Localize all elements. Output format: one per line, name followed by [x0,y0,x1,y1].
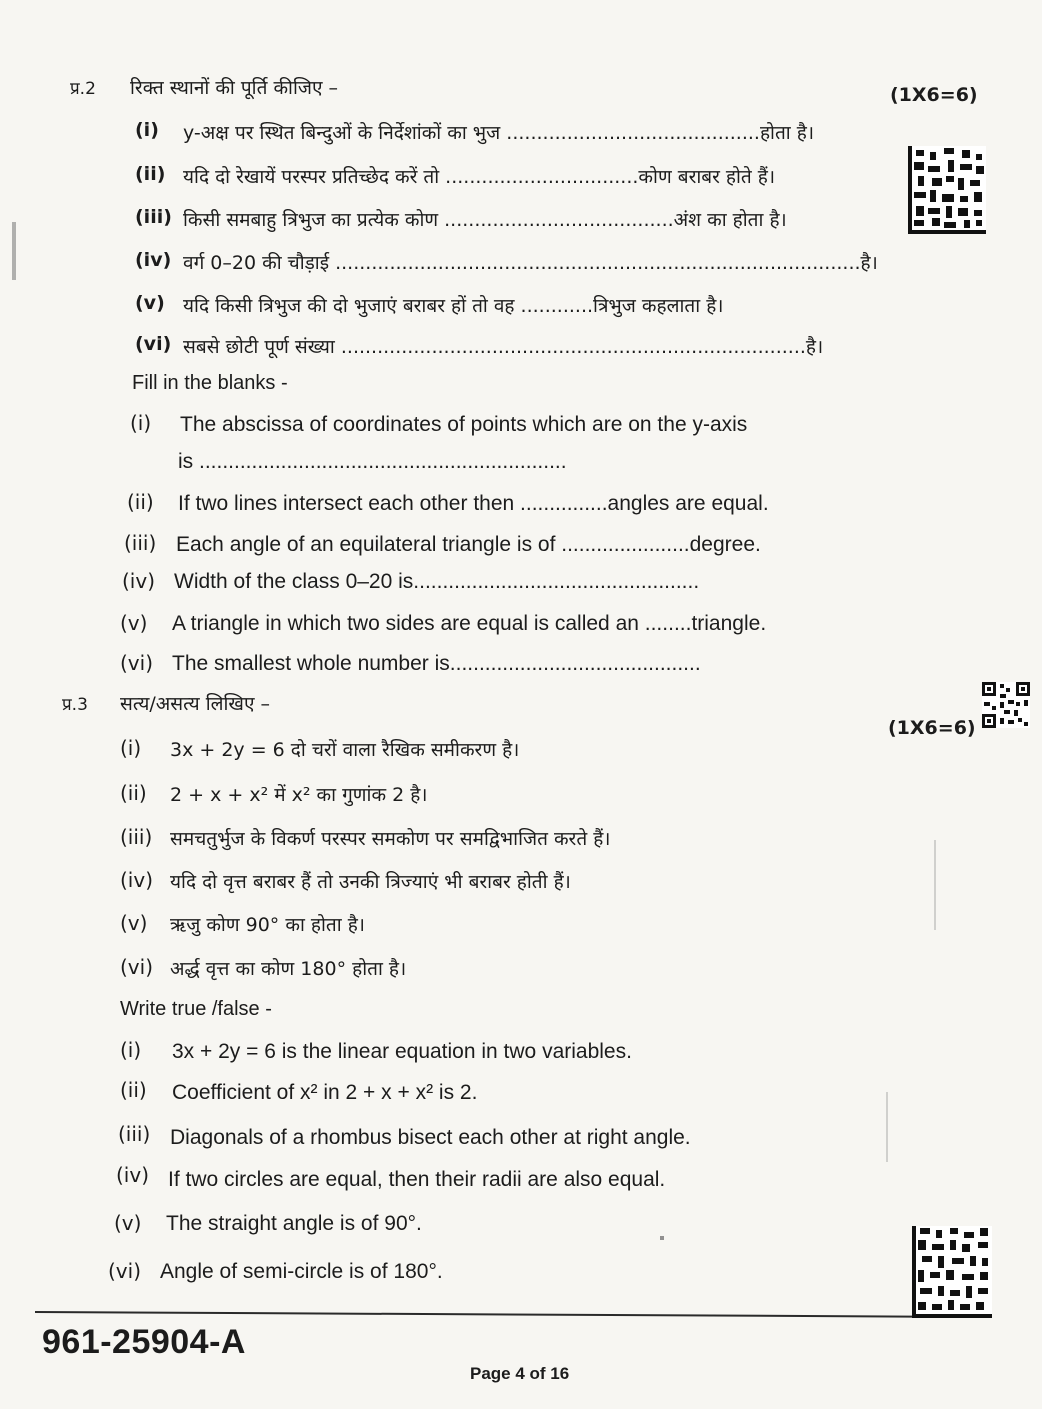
q2-hindi-item-number: (i) [135,119,159,141]
q3-english-item-text: Angle of semi-circle is of 180°. [160,1260,443,1283]
q3-english-item-number: (v) [114,1211,142,1235]
q2-english-item-continuation: is ............................................................... [178,450,567,473]
q2-english-item-text: Width of the class 0–20 is................................................. [174,570,700,593]
q2-english-item-text: A triangle in which two sides are equal is called an ........triangle. [172,612,767,635]
q2-english-item-number: (i) [130,411,152,435]
q3-hindi-item-number: (iii) [120,825,153,849]
paper-code: 961-25904-A [42,1323,246,1361]
q2-hindi-item-text: वर्ग 0–20 की चौड़ाई .......................................................................................है। [183,252,878,274]
datamatrix-code-icon [912,1226,992,1318]
q3-english-item-text: If two circles are equal, then their radii are also equal. [168,1168,666,1191]
q2-english-item-number: (v) [120,611,148,635]
q3-marks: (1X6=6) [888,717,976,739]
q2-english-item-number: (vi) [120,651,153,675]
q2-hindi-item-number: (iii) [135,206,172,228]
q3-english-item-text: Diagonals of a rhombus bisect each other at right angle. [170,1126,691,1149]
q3-hindi-item-text: अर्द्ध वृत्त का कोण 180° होता है। [170,958,407,980]
q2-english-item-number: (iv) [122,569,155,593]
q3-hindi-item-number: (i) [120,736,142,760]
q3-english-item-text: Coefficient of x² in 2 + x + x² is 2. [172,1081,478,1104]
q3-english-item-text: The straight angle is of 90°. [166,1212,422,1235]
q2-hindi-item-text: यदि किसी त्रिभुज की दो भुजाएं बराबर हों तो वह ............त्रिभुज कहलाता है। [183,295,724,317]
datamatrix-code-icon [908,146,986,234]
qr-code-icon [982,682,1030,728]
q2-hindi-item-number: (v) [135,292,165,314]
q3-title-english: Write true /false - [120,998,272,1020]
q3-english-item-number: (vi) [108,1259,141,1283]
q3-hindi-item-text: समचतुर्भुज के विकर्ण परस्पर समकोण पर समद्विभाजित करते हैं। [170,828,611,850]
q3-english-item-number: (ii) [120,1078,147,1102]
q2-hindi-item-text: किसी समबाहु त्रिभुज का प्रत्येक कोण ......................................अंश का होता है। [183,209,787,231]
q2-marks: (1X6=6) [890,84,978,106]
q3-title-hindi: सत्य/असत्य लिखिए – [120,693,271,715]
q2-hindi-item-text: y-अक्ष पर स्थित बिन्दुओं के निर्देशांकों का भुज ..........................................होता है। [183,122,815,144]
q3-hindi-item-number: (iv) [120,868,153,892]
q2-english-item-text: The smallest whole number is........................................... [172,652,701,675]
q3-hindi-item-text: यदि दो वृत्त बराबर हैं तो उनकी त्रिज्याएं भी बराबर होती हैं। [170,871,571,893]
q2-english-item-number: (ii) [127,490,154,514]
footer-rule [35,1311,980,1317]
q2-english-item-text: Each angle of an equilateral triangle is of ......................degree. [176,533,761,556]
q2-title-hindi: रिक्त स्थानों की पूर्ति कीजिए – [130,77,339,99]
q3-hindi-item-text: 2 + x + x² में x² का गुणांक 2 है। [170,784,428,806]
q3-hindi-item-number: (vi) [120,955,153,979]
scan-mark [12,222,16,280]
q3-english-item-text: 3x + 2y = 6 is the linear equation in two variables. [172,1040,632,1063]
scan-mark [660,1236,664,1240]
q2-title-english: Fill in the blanks - [132,372,288,394]
q2-hindi-item-text: सबसे छोटी पूर्ण संख्या .............................................................................है। [183,336,824,358]
scan-mark [886,1092,888,1162]
q2-english-item-text: If two lines intersect each other then ...............angles are equal. [178,492,769,515]
q3-english-item-number: (i) [120,1038,142,1062]
page-number: Page 4 of 16 [470,1364,570,1383]
q2-hindi-item-number: (ii) [135,163,166,185]
q2-hindi-item-number: (iv) [135,249,172,271]
q3-number: प्र.3 [62,695,88,715]
q2-english-item-number: (iii) [124,531,157,555]
q3-english-item-number: (iii) [118,1122,151,1146]
q2-english-item-text: The abscissa of coordinates of points which are on the y-axis [180,413,748,436]
q2-number: प्र.2 [70,79,96,99]
q3-english-item-number: (iv) [116,1163,149,1187]
q3-hindi-item-number: (v) [120,911,148,935]
q2-hindi-item-number: (vi) [135,333,172,355]
q3-hindi-item-text: ऋजु कोण 90° का होता है। [170,914,365,936]
scan-mark [934,840,936,930]
q2-hindi-item-text: यदि दो रेखायें परस्पर प्रतिच्छेद करें तो ................................कोण बराबर होते हैं। [183,166,776,188]
q3-hindi-item-text: 3x + 2y = 6 दो चरों वाला रैखिक समीकरण है। [170,739,520,761]
q3-hindi-item-number: (ii) [120,781,147,805]
